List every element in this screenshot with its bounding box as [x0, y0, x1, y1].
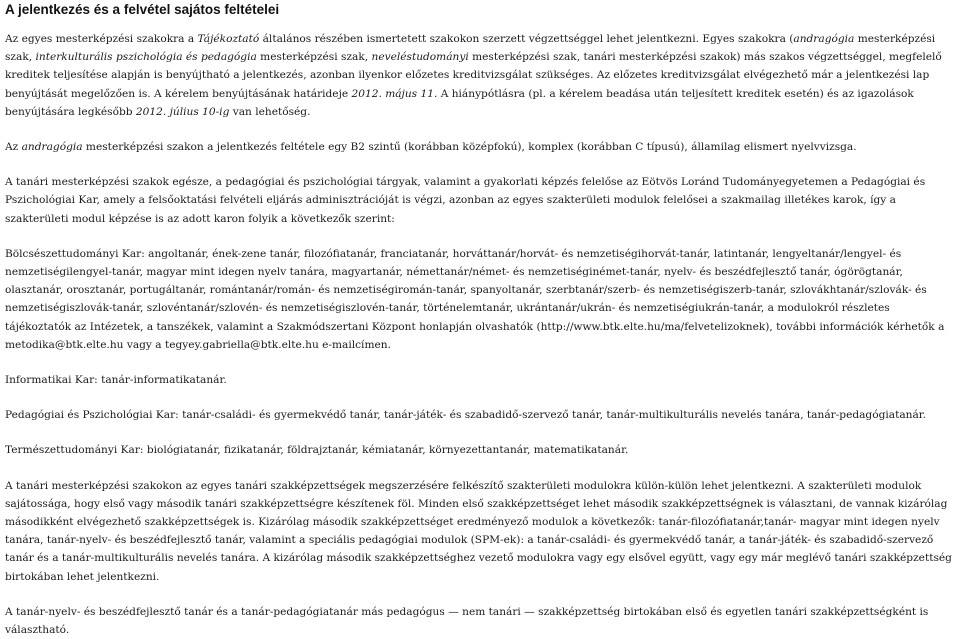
- paragraph-text: Pedagógiai és Pszichológiai Kar: tanár-családi- és gyermekvédő tanár, tanár-játék- és szabadidő-szervező tanár, tanár-multikulturális nevelés tanára, tanár-pedagógiatanár.: [5, 409, 927, 422]
- paragraph-faculty-science: [5, 441, 954, 459]
- paragraph-text: A hiánypótlásra (pl. a kérelem beadása után teljesített kreditek esetén) és az igazolások benyújtására legkésőbb: [5, 87, 914, 118]
- emphasized-text: Tájékoztató: [197, 33, 260, 45]
- paragraph-faculty-informatics: [5, 371, 954, 389]
- paragraph-text: Az: [5, 141, 22, 154]
- emphasized-text: interkulturális pszichológia és pedagógia: [35, 51, 257, 64]
- paragraph-text: A tanári mesterképzési szakokon az egyes tanári szakképzettségek megszerzésére felkészítő szakterületi modulokra külön-külön lehet jelentkezni. A szakterületi modulok sajátossága, hogy első vagy második tanári szakképzettségre készítenek föl. Minden első szakképzettséget lehet második szakképzettségnek is választani, de vannak kizárólag másodikként elvégezhető szakképzettségek is. Kizárólag második szakképzettséget eredményező modulok a következők: tanár-filozófiatanár,tanár- magyar mint idegen nyelv tanára, tanár-nyelv- és beszédfejlesztő tanár, valamint a speciális pedagógiai modulok (SPM-ek): a tanár-családi- és gyermekvédő tanár, a tanár-játék- és szabadidő-szervező tanár és a tanár-multikulturális nevelés tanára. A kizárólag második szakképzettséghez vezető modulokra vagy egy elsővel együtt, vagy egy már meglévő tanári szakképzettség birtokában lehet jelentkezni.: [5, 479, 952, 583]
- paragraph-teacher-programs: [5, 173, 954, 228]
- emphasized-text: neveléstudományi: [371, 51, 469, 64]
- emphasized-text: 2012. május 11.: [351, 87, 438, 100]
- emphasized-text: 2012. július 10-ig: [135, 105, 230, 118]
- paragraph-text: Informatikai Kar: tanár-informatikatanár.: [5, 374, 227, 387]
- emphasized-text: andragógia: [793, 33, 855, 45]
- paragraph-modules: [5, 477, 954, 586]
- paragraph-text: A tanári mesterképzési szakok egésze, a pedagógiai és pszichológiai tárgyak, valamint a gyakorlati képzés felelőse az Eötvös Loránd Tudományegyetemen a Pedagógiai és Pszichológiai Kar, amely a felsőoktatási felvételi eljárás adminisztrációját is végzi, azonban az egyes szakterületi modulok felelősei a szakmailag illetékes karok, így a szakterületi modul képzése is az adott karon folyik a következők szerint:: [5, 176, 926, 225]
- paragraph-text: mesterképzési szak, tanári mesterképzési szakok) más szakos végzettséggel, megfelelő kreditek teljesítése alapján is benyújtható a jelentkezés, azonban ilyenkor előzetes kreditvizsgálat szükséges. Az előzetes kreditvizsgálat elvégezhető már a jelentkezési lap benyújtását megelőzően is. A kérelem benyújtásának határideje: [5, 51, 942, 100]
- paragraph-text: A tanár-nyelv- és beszédfejlesztő tanár és a tanár-pedagógiatanár más pedagógus — nem tanári — szakképzettség birtokában első és egyetlen tanári szakképzettségként is választható.: [5, 605, 929, 637]
- paragraph-text: Természettudományi Kar: biológiatanár, fizikatanár, földrajztanár, kémiatanár, környezettantanár, matematikatanár.: [5, 444, 629, 457]
- page-title: A jelentkezés és a felvétel sajátos feltételei: [5, 2, 280, 17]
- paragraph-speech-pedagogy: [5, 603, 954, 639]
- paragraph-text: Bölcsészettudományi Kar: angoltanár, ének-zene tanár, filozófiatanár, franciatanár, horváttanár/horvát- és nemzetiségihorvát-tanár, latintanár, lengyeltanár/lengyel- és nemzetiségilengyel-tanár, magyar mint idegen nyelv tanára, magyartanár, némettanár/német- és nemzetiséginémet-tanár, nyelv- és beszédfejlesztő tanár, ógörögtanár, olasztanár, orosztanár, portugáltanár, romántanár/román- és nemzetiségiromán-tanár, spanyoltanár, szerbtanár/szerb- és nemzetiségiszerb-tanár, szlovákhtanár/szlovák- és nemzetiségiszlovák-tanár, szlovéntanár/szlovén- és nemzetiségiszlovén-tanár, történelemtanár, ukrántanár/ukrán- és nemzetiségiukrán-tanár, a modulokról részletes tájékoztatók az Intézetek, a tanszékek, valamint a Szakmódszertani Központ honlapján olvashatók (http://www.btk.elte.hu/ma/felvetelizoknek), további információk kérhetők a metodika@btk.elte.hu vagy a tegyey.gabriella@btk.elte.hu e-mailcímen.: [5, 247, 945, 351]
- paragraph-faculty-humanities: [5, 245, 954, 354]
- emphasized-text: andragógia: [21, 141, 83, 154]
- paragraph-faculty-education-psychology: [5, 406, 954, 424]
- paragraph-andragogy-language: [5, 138, 954, 156]
- paragraph-text: Az egyes mesterképzési szakokra a: [5, 33, 198, 45]
- paragraph-text: mesterképzési szak,: [256, 51, 372, 64]
- document-body: [5, 30, 954, 639]
- paragraph-text: mesterképzési szak,: [5, 33, 936, 64]
- paragraph-prerequisites: [5, 30, 954, 121]
- paragraph-text: általános részében ismertetett szakokon szerzett végzettséggel lehet jelentkezni. Egyes szakokra (: [259, 33, 794, 45]
- paragraph-text: van lehetőség.: [229, 105, 311, 118]
- paragraph-text: mesterképzési szakon a jelentkezés feltétele egy B2 szintű (korábban középfokú), komplex (korábban C típusú), államilag elismert nyelvvizsga.: [82, 141, 857, 154]
